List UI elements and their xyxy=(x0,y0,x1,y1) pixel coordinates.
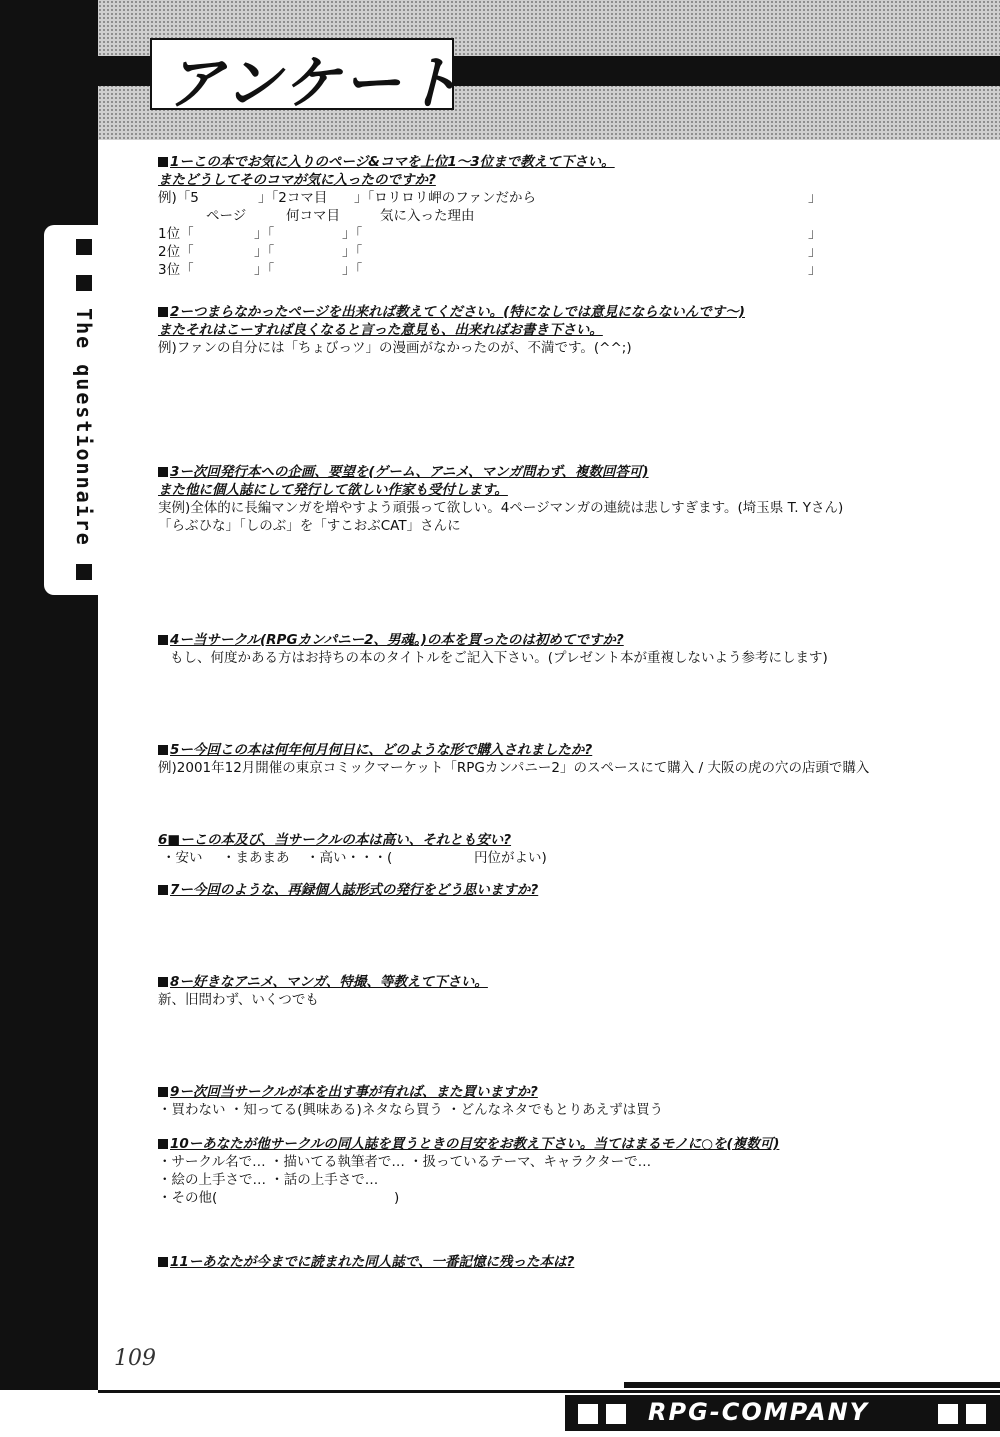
question-8-title: 8ー好きなアニメ、マンガ、特撮、等教えて下さい。 xyxy=(158,973,948,991)
question-10-other[interactable]: ・その他( ) xyxy=(158,1190,400,1206)
question-5 xyxy=(158,741,948,827)
question-5-title: 5ー今回この本は何年何月何日に、どのような形で購入されましたか? xyxy=(158,741,948,759)
question-9-options[interactable]: ・買わない ・知ってる(興味ある)ネタなら買う ・どんなネタでもとりあえずは買う xyxy=(158,1102,664,1118)
question-10-options-1[interactable]: ・サークル名で… ・描いてる執筆者で… ・扱っているテーマ、キャラクターで… xyxy=(158,1154,652,1170)
square-bullet-icon xyxy=(158,635,168,645)
question-5-example: 例)2001年12月開催の東京コミックマーケット「RPGカンパニー2」のスペースにて購入 / 大阪の虎の穴の店頭で購入 xyxy=(158,760,870,776)
square-bullet-icon xyxy=(966,1404,986,1424)
side-label-text: The questionnaire xyxy=(72,308,96,547)
option-price-suffix: 円位がよい) xyxy=(474,850,547,866)
question-9-title: 9ー次回当サークルが本を出す事が有れば、また買いますか? xyxy=(158,1083,948,1101)
square-bullet-icon xyxy=(158,1087,168,1097)
question-6 xyxy=(158,831,948,867)
question-3 xyxy=(158,463,948,625)
footer-bar-top xyxy=(624,1382,1000,1388)
rank-2-row[interactable]: 2位「 」「 」「 」 xyxy=(158,244,822,260)
questionnaire-content xyxy=(158,150,948,1271)
question-3-example: 実例)全体的に長編マンガを増やすよう頑張って欲しい。4ページマンガの連続は悲しすぎます。(埼玉県 T. Yさん) xyxy=(158,500,844,516)
rank-3-row[interactable]: 3位「 」「 」「 」 xyxy=(158,262,822,278)
question-2-answer-area[interactable] xyxy=(158,357,948,457)
square-bullet-icon xyxy=(158,157,168,167)
question-7-title: 7ー今回のような、再録個人誌形式の発行をどう思いますか? xyxy=(158,881,948,899)
question-3-subtitle: また他に個人誌にして発行して欲しい作家も受付します。 xyxy=(158,482,508,498)
square-bullet-icon xyxy=(76,239,92,255)
footer-line xyxy=(98,1390,1000,1393)
question-3-title: 3ー次回発行本への企画、要望を(ゲーム、アニメ、マンガ問わず、複数回答可) xyxy=(158,463,948,481)
question-10 xyxy=(158,1135,948,1207)
side-band xyxy=(0,0,98,1390)
square-bullet-icon xyxy=(158,885,168,895)
option-average[interactable]: ・まあまあ xyxy=(222,850,290,866)
page-number: 109 xyxy=(114,1346,156,1371)
question-1-subtitle: またどうしてそのコマが気に入ったのですか? xyxy=(158,172,436,188)
question-10-options-2[interactable]: ・絵の上手さで… ・話の上手さで… xyxy=(158,1172,379,1188)
question-2-example: 例)ファンの自分には「ちょびっツ」の漫画がなかったのが、不満です。(^^;) xyxy=(158,340,632,356)
question-2-title: 2ーつまらなかったページを出来れば教えてください。(特になしでは意見にならないんです～) xyxy=(158,303,948,321)
question-11 xyxy=(158,1253,948,1271)
question-2 xyxy=(158,303,948,457)
square-bullet-icon xyxy=(158,1257,168,1267)
question-5-answer-area[interactable] xyxy=(158,777,948,827)
square-bullet-icon xyxy=(158,745,168,755)
square-bullet-icon xyxy=(938,1404,958,1424)
question-4-note: もし、何度かある方はお持ちの本のタイトルをご記入下さい。(プレゼント本が重複しないよう参考にします) xyxy=(170,650,828,666)
question-3-example-2: 「らぶひな」「しのぶ」を「すこおぶCAT」さんに xyxy=(158,518,461,534)
question-8-answer-area[interactable] xyxy=(158,1009,948,1083)
question-2-subtitle: またそれはこーすれば良くなると言った意見も、出来ればお書き下さい。 xyxy=(158,322,603,338)
footer-label: RPG-COMPANY xyxy=(648,1398,870,1426)
question-6-options xyxy=(158,849,948,867)
question-4-title: 4ー当サークル(RPGカンパニー2、男魂。)の本を買ったのは初めてですか? xyxy=(158,631,948,649)
question-7 xyxy=(158,881,948,973)
question-1 xyxy=(158,153,948,279)
question-3-answer-area[interactable] xyxy=(158,535,948,625)
question-1-title: 1ーこの本でお気に入りのページ&コマを上位1～3位まで教えて下さい。 xyxy=(158,153,948,171)
question-4 xyxy=(158,631,948,737)
page-title: アンケート xyxy=(166,49,463,117)
square-bullet-icon xyxy=(578,1404,598,1424)
rank-1-row[interactable]: 1位「 」「 」「 」 xyxy=(158,226,822,242)
square-bullet-icon xyxy=(76,275,92,291)
square-bullet-icon xyxy=(606,1404,626,1424)
square-bullet-icon xyxy=(76,564,92,580)
square-bullet-icon xyxy=(158,977,168,987)
option-expensive[interactable]: ・高い・・・( xyxy=(306,850,393,866)
square-bullet-icon xyxy=(158,307,168,317)
question-10-title: 10ーあなたが他サークルの同人誌を買うときの目安をお教え下さい。当てはまるモノに○を(複数可) xyxy=(158,1135,948,1153)
option-cheap[interactable]: ・安い xyxy=(162,850,203,866)
square-bullet-icon xyxy=(158,1139,168,1149)
square-bullet-icon xyxy=(76,600,92,616)
question-6-title: 6■ーこの本及び、当サークルの本は高い、それとも安い? xyxy=(158,832,512,848)
side-label xyxy=(72,236,96,619)
question-7-answer-area[interactable] xyxy=(158,899,948,973)
question-1-example: 例)「5 」「2コマ目 」「ロリロリ岬のファンだから 」 xyxy=(158,190,822,206)
question-8-note: 新、旧問わず、いくつでも xyxy=(158,992,319,1008)
question-4-answer-area[interactable] xyxy=(158,667,948,737)
question-1-column-headers: ページ 何コマ目 気に入った理由 xyxy=(206,208,475,224)
question-11-title: 11ーあなたが今までに読まれた同人誌で、一番記憶に残った本は? xyxy=(158,1253,948,1271)
square-bullet-icon xyxy=(158,467,168,477)
question-8 xyxy=(158,973,948,1083)
question-9 xyxy=(158,1083,948,1119)
